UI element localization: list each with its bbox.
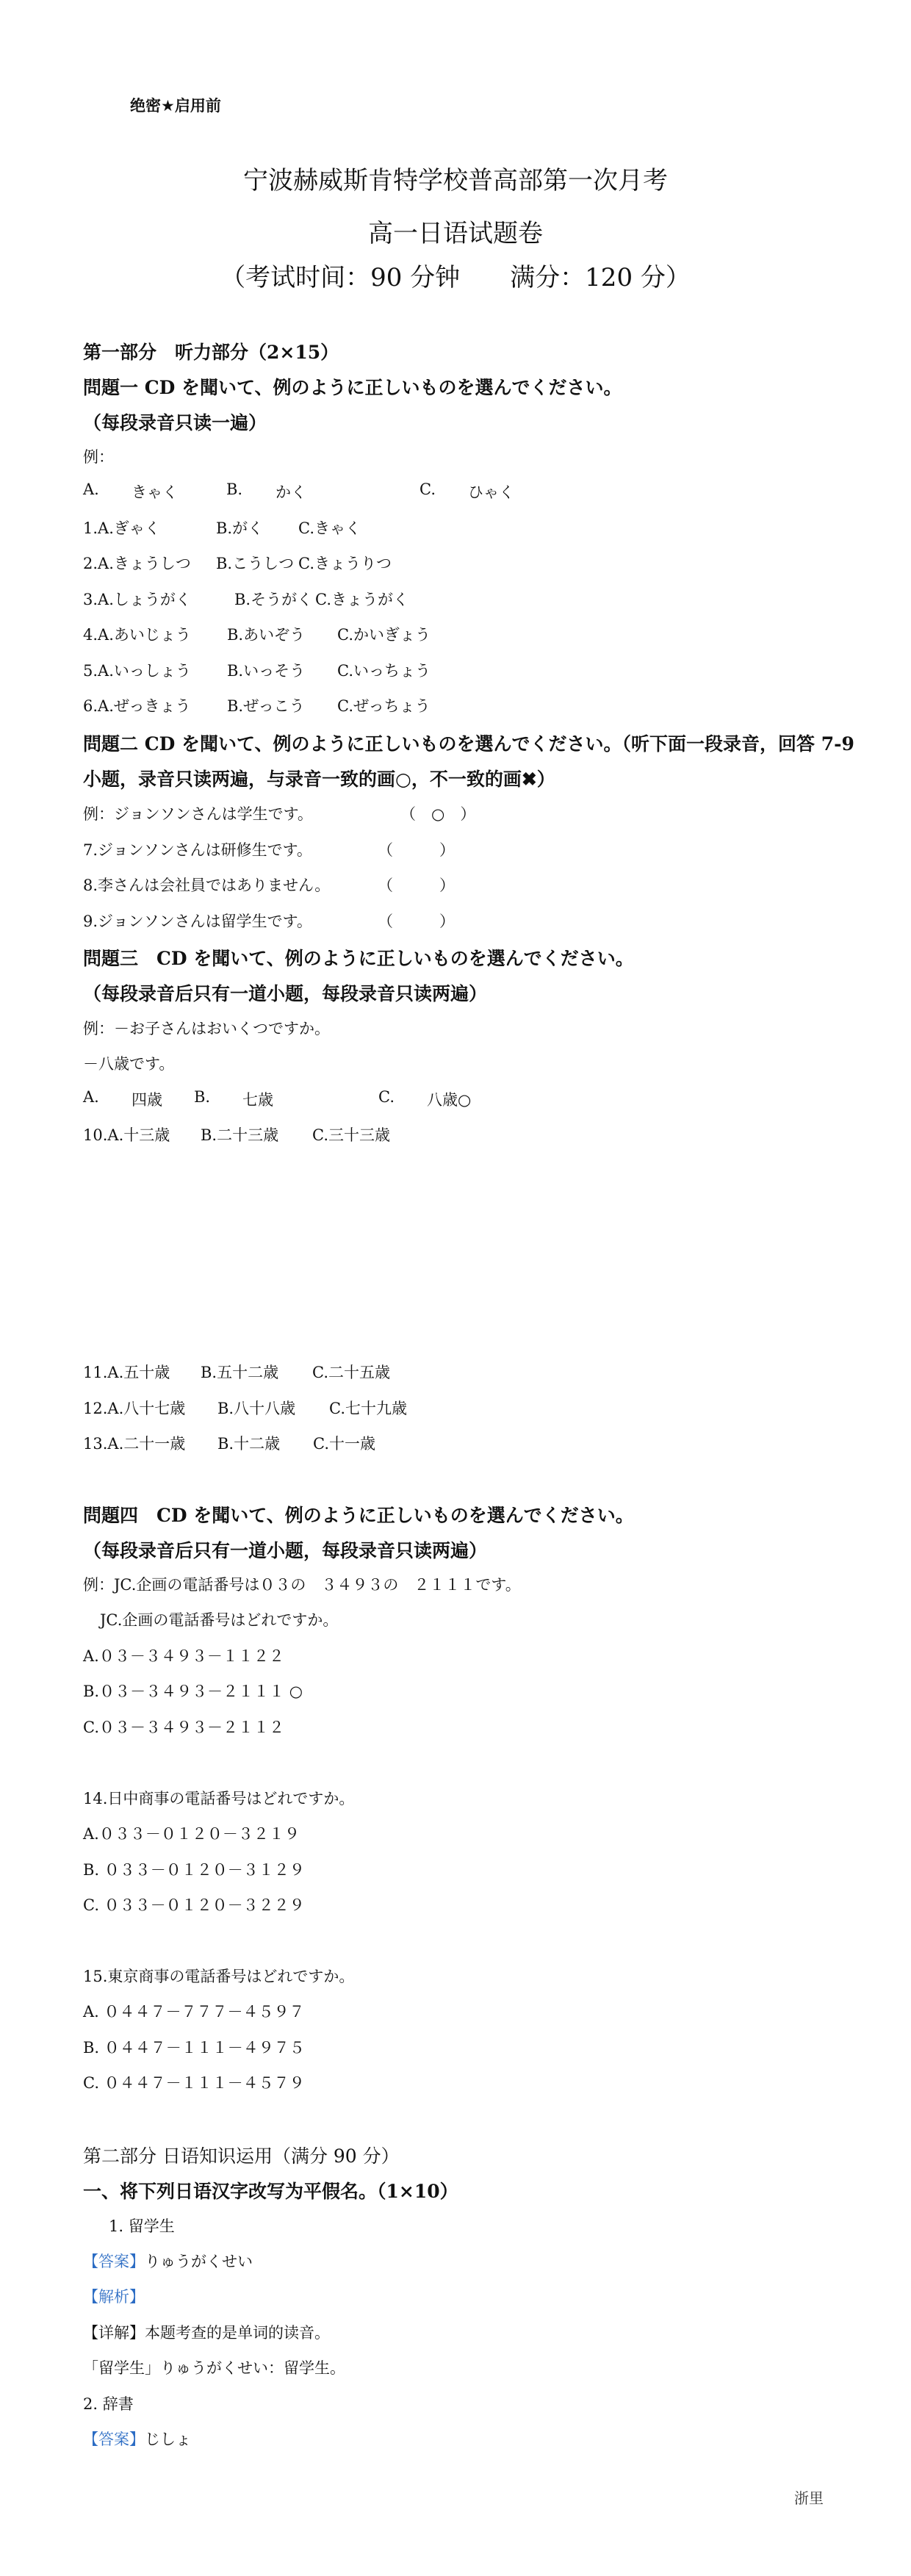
q4-heading: 問題四 CD を聞いて、例のように正しいものを選んでください。: [83, 1505, 634, 1526]
q1-note: （每段录音只读一遍）: [83, 412, 267, 433]
q4-note: （每段录音后只有一道小题，每段录音只读两遍）: [83, 1540, 488, 1561]
option-a-text: きゃく: [132, 483, 178, 501]
q4-example-line2: JC.企画の電話番号はどれですか。: [100, 1611, 339, 1629]
answer-text: じしょ: [145, 2431, 191, 2448]
option-b-label: B.: [226, 481, 243, 498]
list-item: C. ０３３－０１２０－３２２９: [83, 1896, 305, 1914]
q14-question: 14.日中商事の電話番号はどれですか。: [83, 1790, 355, 1807]
list-item: C.０３－３４９３－２１１２: [83, 1719, 284, 1736]
q2-heading-line2: 小题，录音只读两遍，与录音一致的画○，不一致的画✖）: [83, 769, 555, 790]
detail-tag: 【详解】: [83, 2324, 145, 2342]
answer-tag: 【答案】: [83, 2253, 145, 2270]
option-c-label: C.: [420, 481, 436, 498]
detail-line-1: [83, 2321, 330, 2343]
question-item-1: 1. 留学生: [109, 2217, 175, 2235]
list-item: B. ０４４７－１１１－４９７５: [83, 2039, 305, 2057]
answer-text: りゅうがくせい: [145, 2253, 253, 2270]
part1-heading: 第一部分 听力部分（2×15）: [83, 342, 339, 363]
option-c-text: ひゃく: [468, 483, 514, 501]
part2-sub1-heading: 一、将下列日语汉字改写为平假名。（1×10）: [83, 2181, 458, 2202]
q3-example-question: 例：－お子さんはおいくつですか。: [83, 1020, 330, 1037]
list-item: A. ０４４７－７７７－４５９７: [83, 2003, 305, 2021]
exam-title: 高一日语试题卷: [368, 219, 543, 248]
q15-question: 15.東京商事の電話番号はどれですか。: [83, 1968, 355, 1985]
list-item: C. ０４４７－１１１－４５７９: [83, 2074, 305, 2092]
detail-text: 本题考查的是单词的读音。: [145, 2324, 330, 2342]
q1-heading: 問題一 CD を聞いて、例のように正しいものを選んでください。: [83, 377, 622, 398]
list-item: A.０３－３４９３－１１２２: [83, 1647, 284, 1665]
part2-heading: 第二部分 日语知识运用（满分 90 分）: [83, 2145, 400, 2167]
school-title: 宁波赫威斯肯特学校普高部第一次月考: [243, 166, 668, 195]
q4-example-line1: 例：JC.企画の電話番号は０３の ３４９３の ２１１１です。: [83, 1576, 521, 1594]
answer-tag: 【答案】: [83, 2431, 145, 2448]
q3-note: （每段录音后只有一道小题，每段录音只读两遍）: [83, 983, 488, 1004]
list-item: B. ０３３－０１２０－３１２９: [83, 1861, 305, 1879]
answer-line-1: [83, 2250, 253, 2272]
answer-line-2: [83, 2428, 191, 2450]
q2-heading-line1: 問題二 CD を聞いて、例のように正しいものを選んでください。（听下面一段录音，回答 7-9: [83, 733, 854, 755]
q3-heading: 問題三 CD を聞いて、例のように正しいものを選んでください。: [83, 948, 634, 969]
exam-info: （考试时间：90 分钟 满分：120 分）: [220, 263, 691, 292]
option-b-text: かく: [276, 483, 306, 501]
q1-example-label: 例：: [83, 448, 114, 466]
explain-line-1: 「留学生」りゅうがくせい：留学生。: [83, 2359, 345, 2377]
watermark: 浙里: [794, 2489, 824, 2507]
q3-example-answer: －八歳です。: [83, 1055, 175, 1073]
option-a-label: A.: [83, 481, 99, 498]
list-item: B.０３－３４９３－２１１１ ○: [83, 1683, 303, 1700]
analysis-tag: 【解析】: [83, 2288, 145, 2306]
question-item-2: 2. 辞書: [83, 2395, 134, 2413]
confidential-label: 绝密★启用前: [130, 97, 221, 115]
list-item: A.０３３－０１２０－３２１９: [83, 1825, 300, 1843]
